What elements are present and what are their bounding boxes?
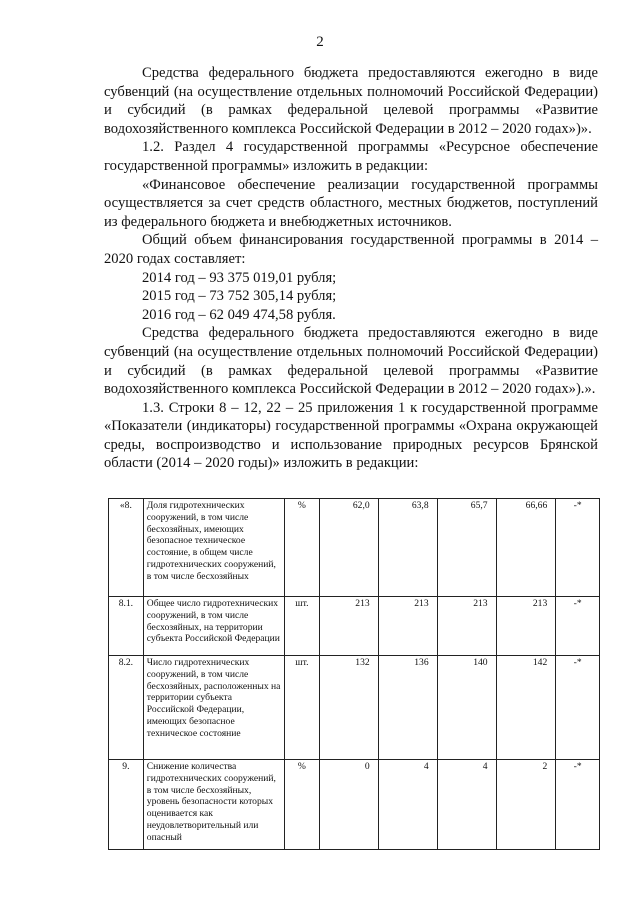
value-5: -*: [556, 760, 600, 850]
value-1: 0: [319, 760, 378, 850]
value-3: 213: [437, 597, 496, 656]
row-number: 9.: [109, 760, 144, 850]
table-row: [109, 499, 600, 597]
paragraph: 1.2. Раздел 4 государственной программы «Ресурсное обеспечение государственной программы» изложить в редакции:: [104, 139, 598, 174]
value-3: 140: [437, 656, 496, 760]
row-number: 8.1.: [109, 597, 144, 656]
value-1: 213: [319, 597, 378, 656]
value-4: 213: [496, 597, 556, 656]
funding-2014: 2014 год – 93 375 019,01 рубля;: [142, 269, 337, 286]
value-2: 4: [378, 760, 437, 850]
document-body: [104, 64, 598, 473]
paragraph: Общий объем финансирования государственной программы в 2014 – 2020 годах составляет:: [104, 232, 598, 267]
unit: шт.: [285, 656, 320, 760]
value-3: 4: [437, 760, 496, 850]
value-3: 65,7: [437, 499, 496, 597]
paragraph: «Финансовое обеспечение реализации государственной программы осуществляется за счет средств областного, местных бюджетов, поступлений из федерального бюджета и внебюджетных источников.: [104, 176, 598, 230]
paragraph: Средства федерального бюджета предоставляются ежегодно в виде субвенций (на осуществление отдельных полномочий Российской Федерации) и субсидий (в рамках федеральной целевой программы «Развитие водохозяйственного комплекса Российской Федерации в 2012 – 2020 годах»).».: [104, 325, 598, 398]
unit: %: [285, 760, 320, 850]
unit: шт.: [285, 597, 320, 656]
value-2: 136: [378, 656, 437, 760]
value-2: 213: [378, 597, 437, 656]
value-1: 62,0: [319, 499, 378, 597]
value-4: 66,66: [496, 499, 556, 597]
indicators-table: [108, 498, 600, 850]
value-5: -*: [556, 656, 600, 760]
indicator-name: Общее число гидротехнических сооружений, в том числе бесхозяйных, на территории субъекта Российской Федерации: [143, 597, 284, 656]
row-number: «8.: [109, 499, 144, 597]
row-number: 8.2.: [109, 656, 144, 760]
value-1: 132: [319, 656, 378, 760]
value-2: 63,8: [378, 499, 437, 597]
indicator-name: Число гидротехнических сооружений, в том числе бесхозяйных, расположенных на территории субъекта Российской Федерации, имеющих безопасное техническое состояние: [143, 656, 284, 760]
indicator-name: Доля гидротехнических сооружений, в том числе бесхозяйных, имеющих безопасное техническое состояние, в общем числе гидротехнических сооружений, в том числе бесхозяйных: [143, 499, 284, 597]
unit: %: [285, 499, 320, 597]
paragraph: Средства федерального бюджета предоставляются ежегодно в виде субвенций (на осуществление отдельных полномочий Российской Федерации) и субсидий (в рамках федеральной целевой программы «Развитие водохозяйственного комплекса Российской Федерации в 2012 – 2020 годах»)».: [104, 65, 598, 137]
table-row: [109, 656, 600, 760]
value-4: 142: [496, 656, 556, 760]
page-number: 2: [316, 34, 324, 50]
table-row: [109, 597, 600, 656]
funding-2016: 2016 год – 62 049 474,58 рубля.: [142, 306, 336, 323]
paragraph: 1.3. Строки 8 – 12, 22 – 25 приложения 1 к государственной программе «Показатели (индикаторы) государственной программы «Охрана окружающей среды, воспроизводство и использование природных ресурсов Брянской области (2014 – 2020 годы)» изложить в редакции:: [104, 399, 598, 472]
table-row: [109, 760, 600, 850]
indicator-name: Снижение количества гидротехнических сооружений, в том числе бесхозяйных, уровень безопасности которых оценивается как неудовлетворительный или опасный: [143, 760, 284, 850]
value-5: -*: [556, 499, 600, 597]
value-5: -*: [556, 597, 600, 656]
value-4: 2: [496, 760, 556, 850]
funding-2015: 2015 год – 73 752 305,14 рубля;: [142, 288, 337, 305]
